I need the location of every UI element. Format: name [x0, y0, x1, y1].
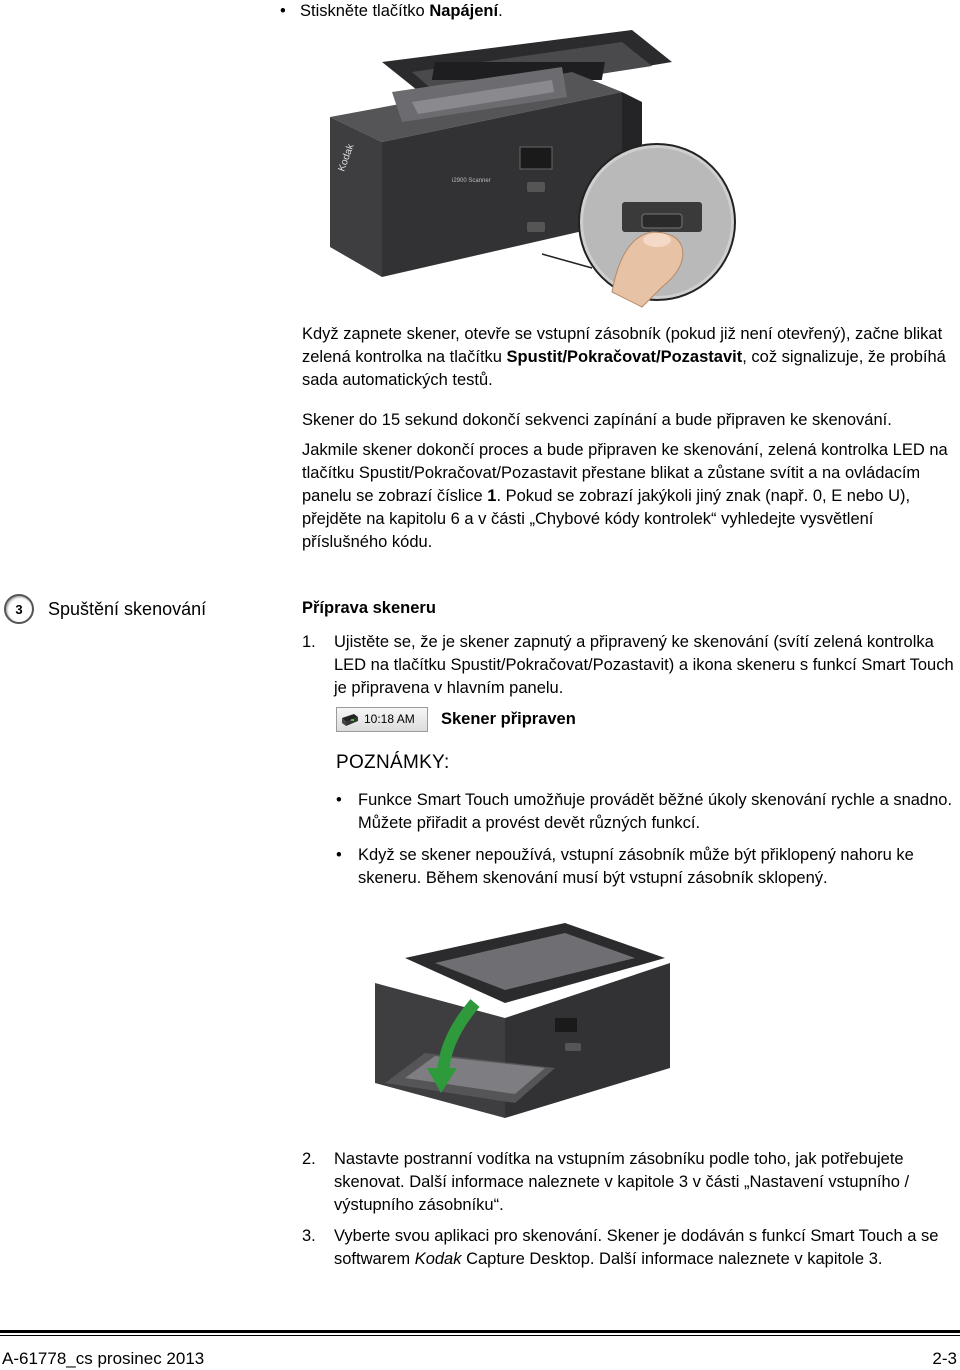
punctuation: .: [498, 2, 503, 20]
instruction-text: Stiskněte tlačítko: [300, 2, 430, 20]
scanner-ready-label: Skener připraven: [441, 710, 576, 728]
scanner-tray-icon: [340, 713, 360, 727]
step-text: Nastavte postranní vodítka na vstupním zásobníku podle toho, jak potřebujete skenovat. Další informace naleznete v kapitole 3 v části „Nastavení vstupního / výstupního zásobníku“.: [334, 1150, 910, 1214]
step-text: [334, 1225, 957, 1271]
para-text: . Pokud se zobrazí jakýkoli jiný znak (např. 0, E nebo U), přejděte na kapitolu 6 a v části „Chybové kódy kontrolek“ vyhledejte vysvětlení příslušného kódu.: [302, 487, 911, 551]
step-text-part: Capture Desktop. Další informace naleznete v kapitole 3.: [461, 1250, 883, 1268]
model-label: i2900 Scanner: [452, 178, 491, 184]
para-text: Když zapnete skener, otevře se vstupní zásobník (pokud již není otevřený), začne blikat zelená kontrolka na tlačítku: [302, 325, 943, 366]
note-item: [336, 789, 956, 835]
notes-heading: POZNÁMKY:: [336, 752, 450, 773]
step-1: [302, 631, 957, 700]
note-text: Funkce Smart Touch umožňuje provádět běžné úkoly skenování rychle a snadno. Můžete přiřadit a provést devět různých funkcí.: [358, 791, 953, 832]
digit-term: 1: [487, 487, 497, 505]
brand-term: Kodak: [414, 1250, 462, 1268]
taskbar-tray: [336, 707, 428, 732]
para-text: , což signalizuje, že probíhá sada automatických testů.: [302, 348, 946, 389]
step-number: 3.: [302, 1227, 316, 1245]
power-button-term: Napájení: [429, 2, 499, 20]
subsection-title: Příprava skeneru: [302, 599, 436, 617]
step-text-part: Vyberte svou aplikaci pro skenování. Skener je dodáván s funkcí Smart Touch a se softwarem: [334, 1227, 939, 1268]
led-paragraph: [302, 439, 957, 554]
para-text: Skener do 15 sekund dokončí sekvenci zapínání a bude připraven ke skenování.: [302, 411, 892, 429]
footer-rule-thin: [0, 1335, 960, 1336]
section-heading: [4, 594, 206, 624]
bullet: •: [280, 2, 286, 20]
page-number: 2-3: [932, 1349, 957, 1368]
step-2: [302, 1148, 957, 1217]
tray-clock: 10:18 AM: [364, 712, 415, 726]
bullet: •: [336, 846, 342, 864]
startup-paragraph: [302, 323, 957, 392]
para-text: Jakmile skener dokončí proces a bude připraven ke skenování, zelená kontrolka LED na tlačítku Spustit/Pokračovat/Pozastavit přestane blikat a zůstane svítit a na ovládacím panelu se zobrazí číslice: [302, 441, 948, 505]
ready-time-paragraph: [302, 409, 957, 432]
note-item: [336, 844, 956, 890]
power-instruction: [280, 0, 503, 23]
button-term: Spustit/Pokračovat/Pozastavit: [506, 348, 743, 366]
footer-rule: [0, 1330, 960, 1333]
section-title: Spuštění skenování: [48, 598, 207, 619]
bullet: •: [336, 791, 342, 809]
step-number-badge: 3: [4, 594, 34, 624]
scanner-power-figure: [322, 22, 762, 312]
brand-logo: Kodak: [336, 142, 357, 174]
footer-doc-id: A-61778_cs prosinec 2013: [2, 1349, 205, 1368]
step-3: [302, 1225, 957, 1271]
step-text: Ujistěte se, že je skener zapnutý a připravený ke skenování (svítí zelená kontrolka LED na tlačítku Spustit/Pokračovat/Pozastavit) a ikona skeneru s funkcí Smart Touch je připravena v hlavním panelu.: [334, 633, 954, 697]
scanner-tray-figure: [365, 918, 685, 1123]
note-text: Když se skener nepoužívá, vstupní zásobník může být přiklopený nahoru ke skeneru. Během skenování musí být vstupní zásobník sklopený.: [358, 846, 914, 887]
step-number: 1.: [302, 633, 316, 651]
step-number: 2.: [302, 1150, 316, 1168]
